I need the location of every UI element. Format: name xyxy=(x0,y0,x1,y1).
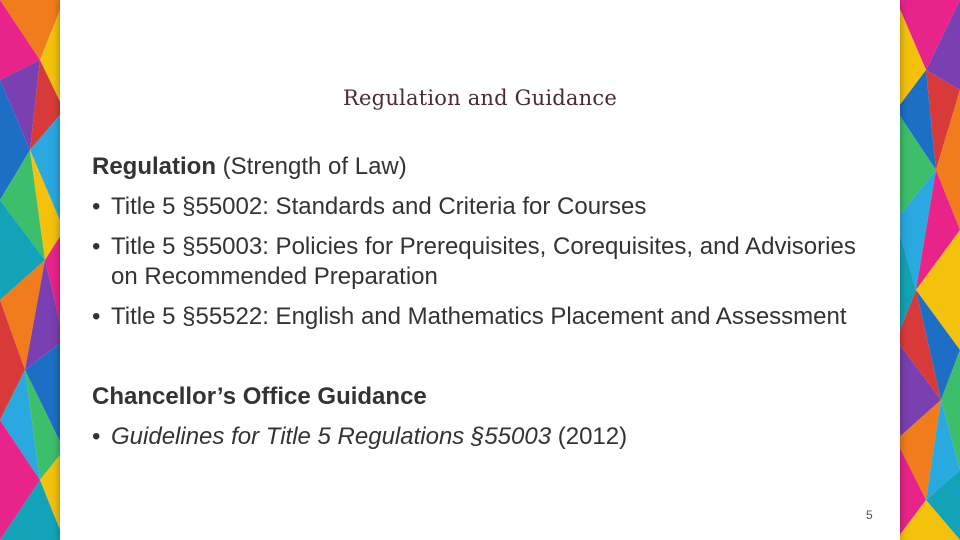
right-decorative-border xyxy=(896,0,960,540)
guidance-heading: Chancellor’s Office Guidance xyxy=(92,383,427,410)
section-spacer xyxy=(92,332,872,382)
guidelines-year: (2012) xyxy=(551,423,628,450)
list-item-text: Title 5 §55002: Standards and Criteria for Courses xyxy=(111,193,647,220)
list-item xyxy=(92,422,872,452)
list-item-text: Title 5 §55003: Policies for Prerequisites, Corequisites, and Advisories on Recommended Preparation xyxy=(111,233,856,290)
list-item xyxy=(92,302,872,332)
list-item xyxy=(92,192,872,222)
list-item xyxy=(92,232,872,292)
bullet-glyph: • xyxy=(92,303,101,330)
bullet-glyph: • xyxy=(92,233,101,260)
bullet-glyph: • xyxy=(92,423,101,450)
guidelines-title: Guidelines for Title 5 Regulations §55003 xyxy=(111,423,552,450)
regulation-heading-rest: (Strength of Law) xyxy=(216,153,407,180)
bullet-glyph: • xyxy=(92,193,101,220)
list-item-text: Title 5 §55522: English and Mathematics Placement and Assessment xyxy=(111,303,847,330)
left-decorative-border xyxy=(0,0,64,540)
slide-body xyxy=(92,152,872,452)
slide-title: Regulation and Guidance xyxy=(343,86,617,110)
regulation-heading xyxy=(92,152,872,182)
regulation-heading-bold: Regulation xyxy=(92,153,216,180)
page-number: 5 xyxy=(866,508,873,522)
